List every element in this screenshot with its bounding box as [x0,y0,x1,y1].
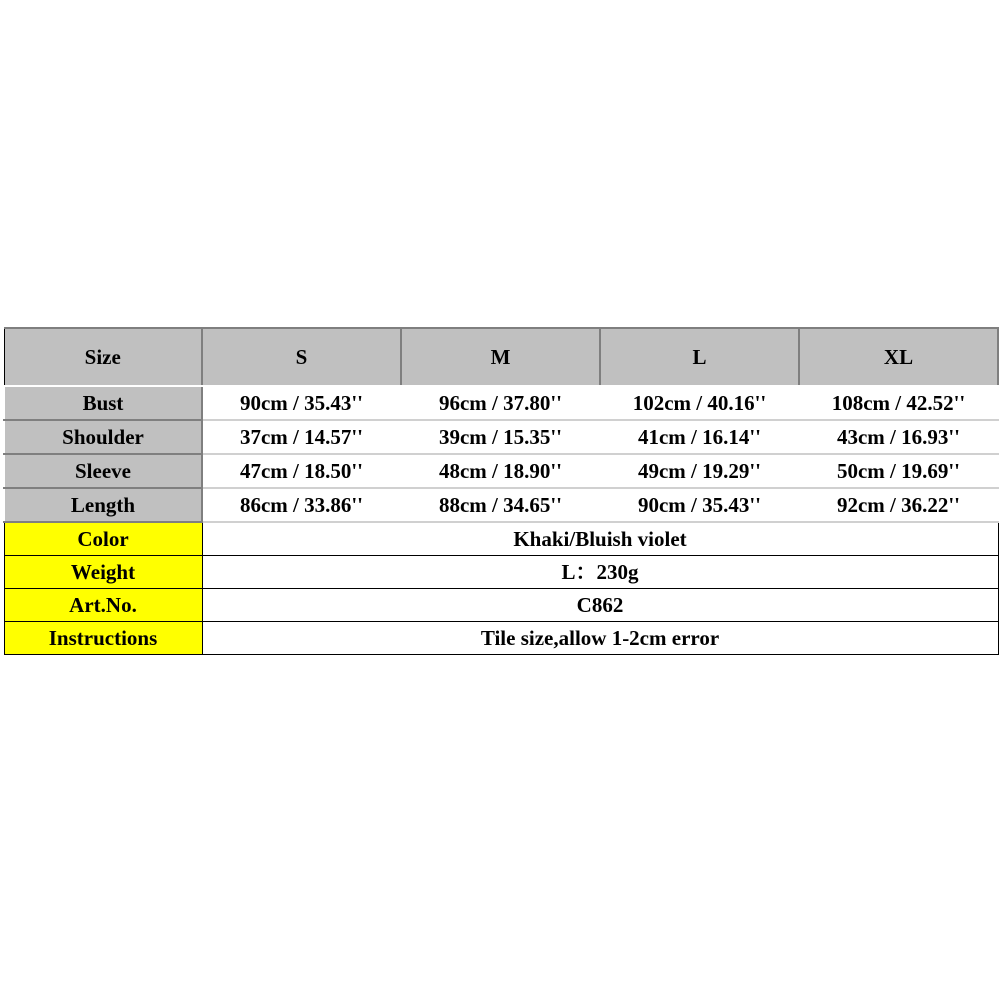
info-row-color [4,522,998,556]
header-cell-s: S [202,328,401,386]
shoulder-s-cell: 37cm / 14.57'' [202,420,401,454]
header-cell-size: Size [4,328,202,386]
bust-m-cell: 96cm / 37.80'' [401,386,600,420]
length-m-cell: 88cm / 34.65'' [401,488,600,522]
info-row-weight [4,556,998,589]
sleeve-xl-cell: 50cm / 19.69'' [799,454,998,488]
row-label-color: Color [4,522,202,556]
art-no-value: C862 [202,589,998,622]
color-value: Khaki/Bluish violet [202,522,998,556]
sleeve-s-cell: 47cm / 18.50'' [202,454,401,488]
shoulder-l-cell: 41cm / 16.14'' [600,420,799,454]
bust-xl-cell: 108cm / 42.52'' [799,386,998,420]
row-label-length: Length [4,488,202,522]
info-row-art-no [4,589,998,622]
size-chart-table [3,327,999,655]
row-label-art-no: Art.No. [4,589,202,622]
row-label-instructions: Instructions [4,622,202,655]
header-cell-m: M [401,328,600,386]
size-chart-body [4,328,998,655]
bust-l-cell: 102cm / 40.16'' [600,386,799,420]
row-label-sleeve: Sleeve [4,454,202,488]
sleeve-l-cell: 49cm / 19.29'' [600,454,799,488]
length-l-cell: 90cm / 35.43'' [600,488,799,522]
table-row [4,386,998,420]
length-xl-cell: 92cm / 36.22'' [799,488,998,522]
instructions-value: Tile size,allow 1-2cm error [202,622,998,655]
header-cell-l: L [600,328,799,386]
bust-s-cell: 90cm / 35.43'' [202,386,401,420]
table-row [4,454,998,488]
row-label-weight: Weight [4,556,202,589]
info-row-instructions [4,622,998,655]
weight-value: L：230g [202,556,998,589]
row-label-bust: Bust [4,386,202,420]
shoulder-m-cell: 39cm / 15.35'' [401,420,600,454]
length-s-cell: 86cm / 33.86'' [202,488,401,522]
table-row [4,488,998,522]
table-row [4,420,998,454]
header-row [4,328,998,386]
sleeve-m-cell: 48cm / 18.90'' [401,454,600,488]
row-label-shoulder: Shoulder [4,420,202,454]
shoulder-xl-cell: 43cm / 16.93'' [799,420,998,454]
header-cell-xl: XL [799,328,998,386]
